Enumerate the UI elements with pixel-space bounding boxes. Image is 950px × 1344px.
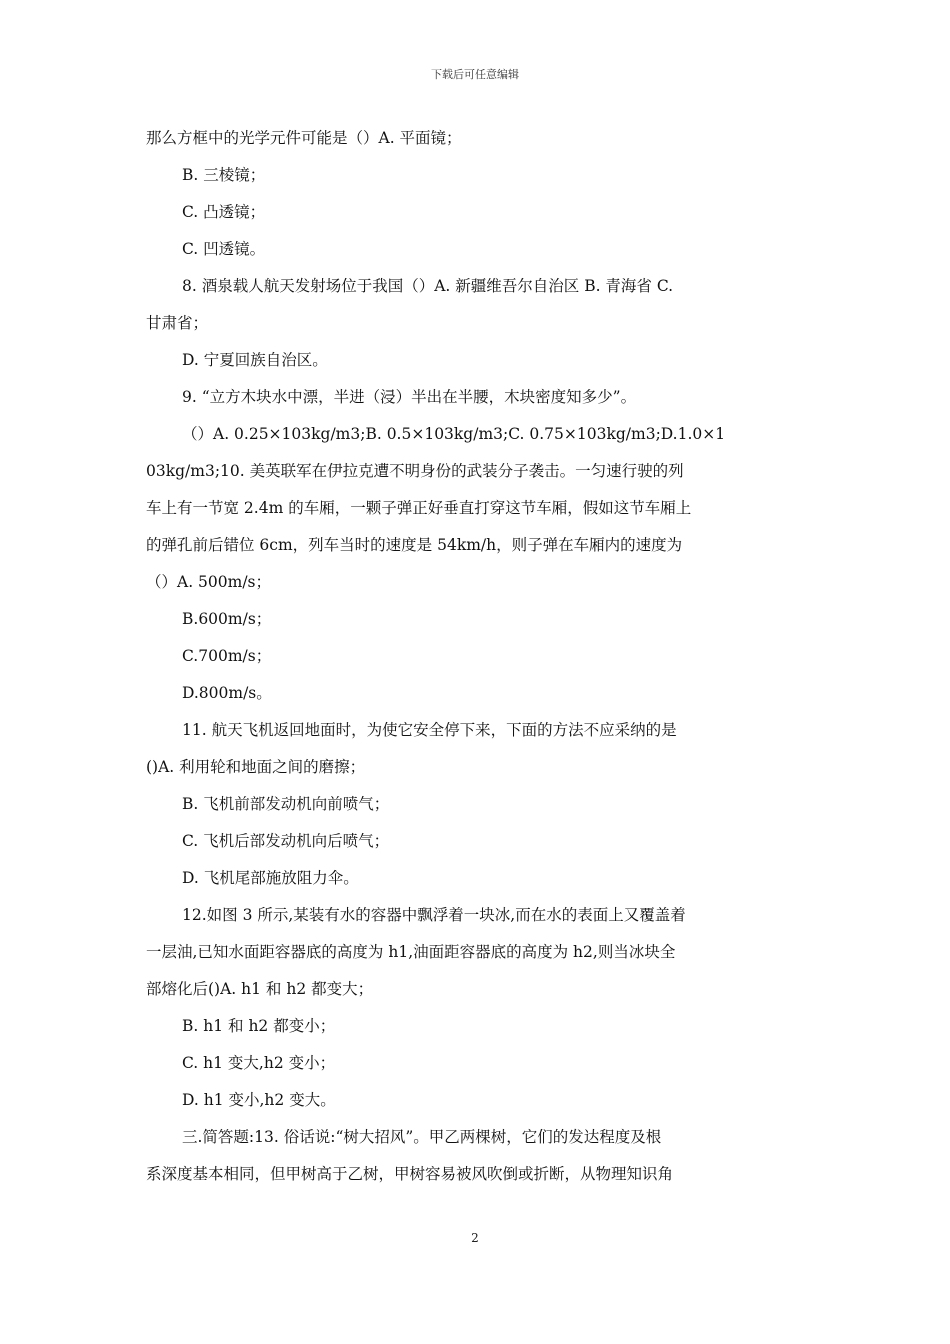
text-line: 系深度基本相同，但甲树高于乙树，甲树容易被风吹倒或折断，从物理知识角 (146, 1165, 674, 1183)
text-line: 的弹孔前后错位 6cm，列车当时的速度是 54km/h，则子弹在车厢内的速度为 (146, 536, 683, 554)
text-line: B. 飞机前部发动机向前喷气； (182, 795, 390, 813)
text-line: C. 飞机后部发动机向后喷气； (182, 832, 390, 850)
text-line: C. h1 变大,h2 变小； (182, 1054, 336, 1072)
text-line: 12.如图 3 所示,某装有水的容器中飘浮着一块冰,而在水的表面上又覆盖着 (182, 906, 686, 924)
text-line: B. h1 和 h2 都变小； (182, 1017, 336, 1035)
text-line: （）A. 500m/s； (146, 573, 272, 591)
text-line: 11. 航天飞机返回地面时，为使它安全停下来，下面的方法不应采纳的是 (182, 721, 677, 739)
text-line: D. 宁夏回族自治区。 (182, 351, 328, 369)
text-line: （）A. 0.25×103kg/m3;B. 0.5×103kg/m3;C. 0.75×103kg/m3;D.1.0×1 (182, 425, 726, 443)
text-line: C. 凹透镜。 (182, 240, 266, 258)
text-line: D. 飞机尾部施放阻力伞。 (182, 869, 359, 887)
text-line: C. 凸透镜； (182, 203, 266, 221)
text-line: 8. 酒泉载人航天发射场位于我国（）A. 新疆维吾尔自治区 B. 青海省 C. (182, 277, 674, 295)
text-line: 部熔化后()A. h1 和 h2 都变大； (146, 980, 374, 998)
text-line: B. 三棱镜； (182, 166, 266, 184)
text-line: D. h1 变小,h2 变大。 (182, 1091, 336, 1109)
text-line: 一层油,已知水面距容器底的高度为 h1,油面距容器底的高度为 h2,则当冰块全 (146, 943, 676, 961)
text-line: ()A. 利用轮和地面之间的磨擦； (146, 758, 366, 776)
text-line: 03kg/m3;10. 美英联军在伊拉克遭不明身份的武装分子袭击。一匀速行驶的列 (146, 462, 684, 480)
text-line: D.800m/s。 (182, 684, 272, 702)
text-line: 甘肃省； (146, 314, 209, 332)
page-number: 2 (471, 1231, 479, 1245)
body-text (146, 120, 810, 1193)
text-line: 三.简答题:13. 俗话说:“树大招风”。甲乙两棵树，它们的发达程度及根 (182, 1128, 662, 1146)
text-line: 那么方框中的光学元件可能是（）A. 平面镜； (146, 129, 462, 147)
text-line: C.700m/s； (182, 647, 272, 665)
text-line: B.600m/s； (182, 610, 272, 628)
text-line: 9. “立方木块水中漂，半进（浸）半出在半腰，木块密度知多少”。 (182, 388, 637, 406)
text-line: 车上有一节宽 2.4m 的车厢，一颗子弹正好垂直打穿这节车厢，假如这节车厢上 (146, 499, 692, 517)
page-header: 下载后可任意编辑 (431, 68, 519, 81)
